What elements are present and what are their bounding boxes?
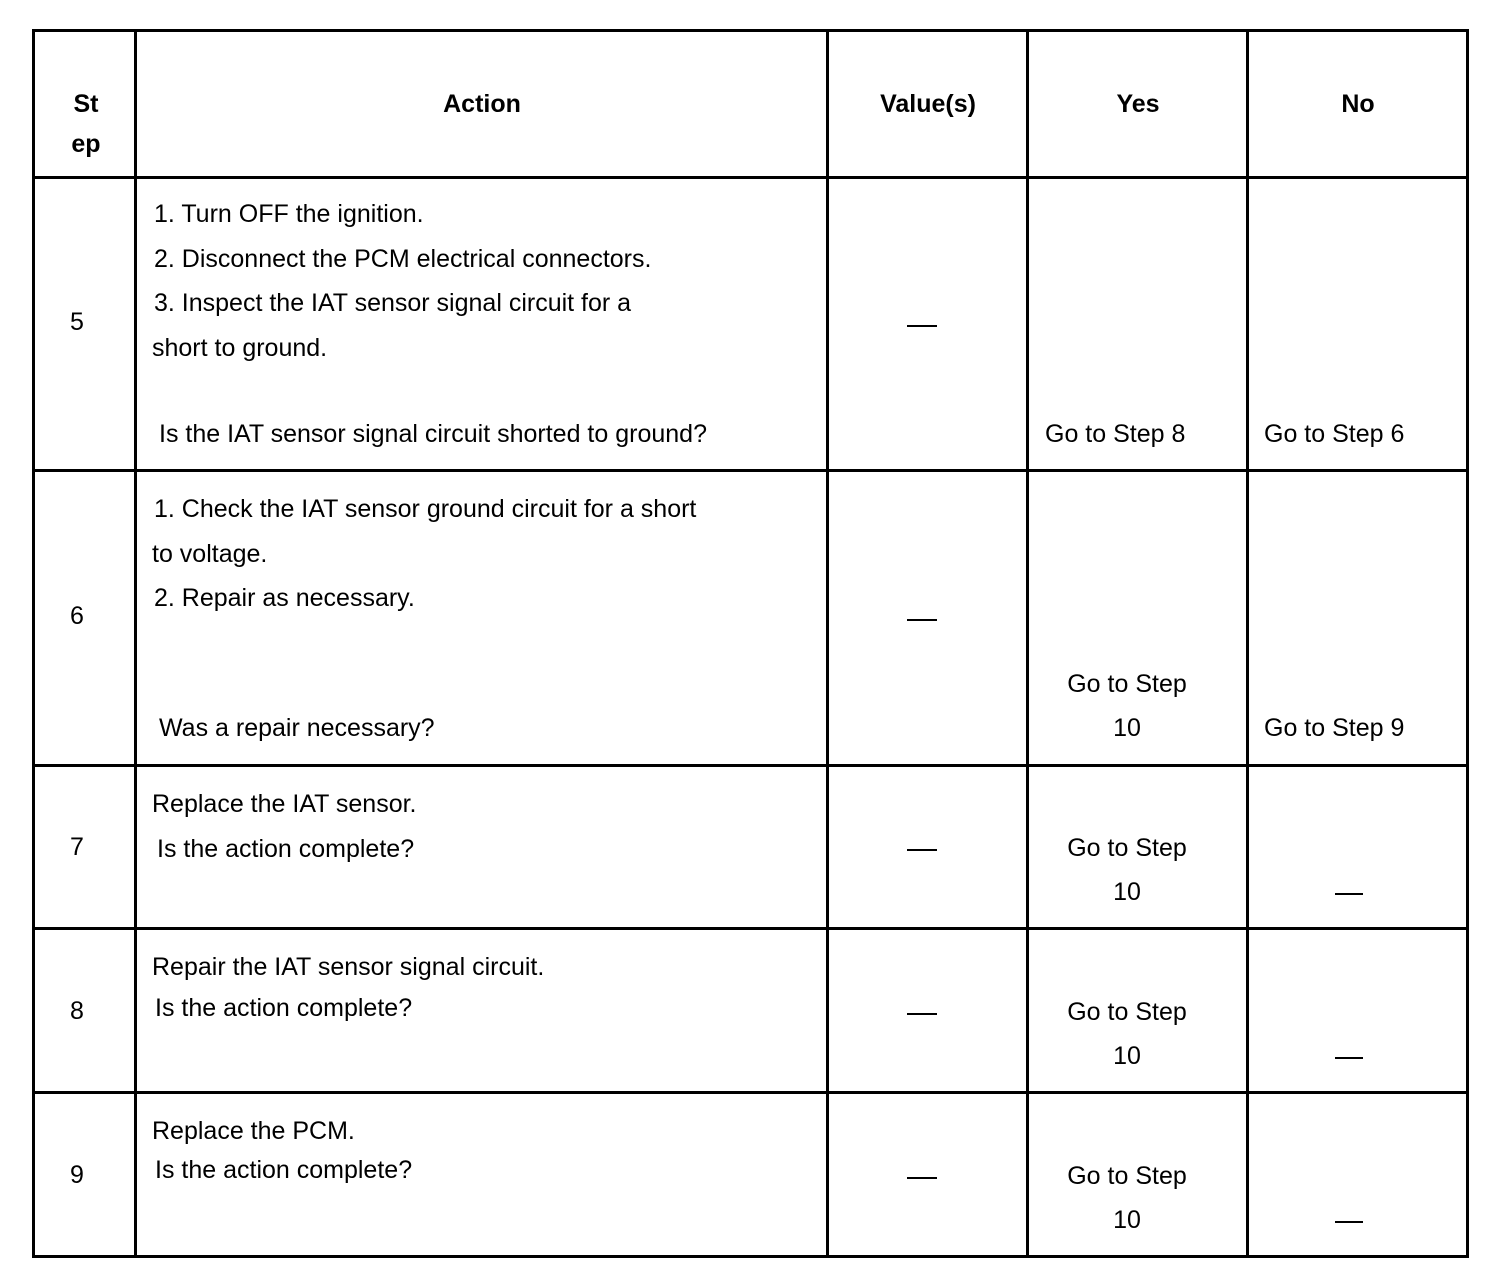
action-item: 1. Turn OFF the ignition. <box>154 200 424 228</box>
table-border-top <box>32 29 1469 32</box>
action-text: Repair the IAT sensor signal circuit. <box>152 953 545 981</box>
table-border-left <box>32 29 35 1258</box>
action-item: 2. Repair as necessary. <box>154 584 415 612</box>
header-divider <box>32 176 1469 179</box>
action-question: Is the action complete? <box>157 835 415 863</box>
yes-result: Go to Step <box>1067 1162 1187 1190</box>
header-action: Action <box>443 90 521 118</box>
value-dash <box>907 1177 937 1179</box>
no-result: Go to Step 6 <box>1264 420 1405 448</box>
row-divider <box>32 764 1469 767</box>
action-question: Is the IAT sensor signal circuit shorted to ground? <box>159 420 707 448</box>
yes-result: 10 <box>1113 714 1141 742</box>
action-item: 2. Disconnect the PCM electrical connectors. <box>154 245 652 273</box>
column-divider <box>1246 29 1249 1258</box>
action-item: 1. Check the IAT sensor ground circuit for a short <box>154 495 697 523</box>
action-question: Is the action complete? <box>155 1156 413 1184</box>
no-dash <box>1335 1057 1363 1059</box>
action-item: 3. Inspect the IAT sensor signal circuit for a <box>154 289 632 317</box>
step-number: 7 <box>70 833 84 861</box>
yes-result: Go to Step <box>1067 834 1187 862</box>
value-dash <box>907 1013 937 1015</box>
action-text: Replace the PCM. <box>152 1117 355 1145</box>
yes-result: Go to Step 8 <box>1045 420 1186 448</box>
header-no: No <box>1341 90 1375 118</box>
step-number: 8 <box>70 997 84 1025</box>
header-step-line1: St <box>73 90 99 118</box>
step-number: 9 <box>70 1161 84 1189</box>
action-text: Replace the IAT sensor. <box>152 790 417 818</box>
action-item: short to ground. <box>152 334 328 362</box>
yes-result: 10 <box>1113 1042 1141 1070</box>
column-divider <box>134 29 137 1258</box>
table-border-right <box>1466 29 1469 1258</box>
step-number: 6 <box>70 602 84 630</box>
no-dash <box>1335 893 1363 895</box>
header-step-line2: ep <box>71 130 101 158</box>
value-dash <box>907 619 937 621</box>
step-number: 5 <box>70 308 84 336</box>
row-divider <box>32 469 1469 472</box>
column-divider <box>1026 29 1029 1258</box>
value-dash <box>907 849 937 851</box>
row-divider <box>32 1091 1469 1094</box>
yes-result: Go to Step <box>1067 670 1187 698</box>
yes-result: Go to Step <box>1067 998 1187 1026</box>
row-divider <box>32 927 1469 930</box>
table-border-bottom <box>32 1255 1469 1258</box>
header-values: Value(s) <box>880 90 976 118</box>
column-divider <box>826 29 829 1258</box>
action-item: to voltage. <box>152 540 268 568</box>
no-result: Go to Step 9 <box>1264 714 1405 742</box>
yes-result: 10 <box>1113 1206 1141 1234</box>
action-question: Was a repair necessary? <box>159 714 435 742</box>
value-dash <box>907 325 937 327</box>
yes-result: 10 <box>1113 878 1141 906</box>
header-yes: Yes <box>1116 90 1160 118</box>
no-dash <box>1335 1221 1363 1223</box>
action-question: Is the action complete? <box>155 994 413 1022</box>
